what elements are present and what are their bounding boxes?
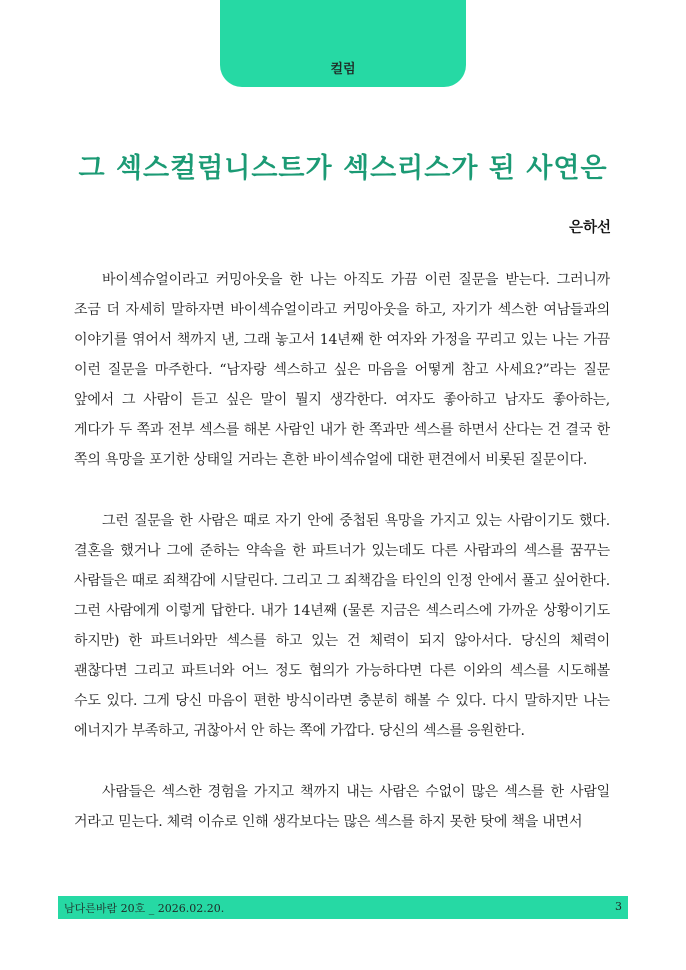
article-title: 그 섹스컬럼니스트가 섹스리스가 된 사연은 — [78, 153, 608, 184]
page-number: 3 — [615, 900, 622, 913]
paragraph-1: 바이섹슈얼이라고 커밍아웃을 한 나는 아직도 가끔 이런 질문을 받는다. 그러니까 조금 더 자세히 말하자면 바이섹슈얼이라고 커밍아웃을 하고, 자기가 섹스한 여남들과의 이야기를 엮어서 책까지 낸, 그래 놓고서 14년째 한 여자와 가정을 꾸리고 있는 나는 가끔 이런 질문을 마주한다. “남자랑 섹스하고 싶은 마음을 어떻게 참고 사세요?”라는 질문 앞에서 그 사람이 듣고 싶은 말이 뭘지 생각한다. 여자도 좋아하고 남자도 좋아하는, 게다가 두 쪽과 전부 섹스를 해본 사람인 내가 한 쪽과만 섹스를 하면서 산다는 건 결국 한 쪽의 욕망을 포기한 상태일 거라는 흔한 바이섹슈얼에 대한 편견에서 비롯된 질문이다. — [74, 272, 610, 468]
paragraph-2: 그런 질문을 한 사람은 때로 자기 안에 중첩된 욕망을 가지고 있는 사람이기도 했다. 결혼을 했거나 그에 준하는 약속을 한 파트너가 있는데도 다른 사람과의 섹스를 꿈꾸는 사람들은 때로 죄책감에 시달린다. 그리고 그 죄책감을 타인의 인정 안에서 풀고 싶어한다. 그런 사람에게 이렇게 답한다. 내가 14년째 (물론 지금은 섹스리스에 가까운 상황이기도 하지만) 한 파트너와만 섹스를 하고 있는 건 체력이 되지 않아서다. 당신의 체력이 괜찮다면 그리고 파트너와 어느 정도 협의가 가능하다면 다른 이와의 섹스를 시도해볼 수도 있다. 그게 당신 마음이 편한 방식이라면 충분히 해볼 수 있다. 다시 말하지만 나는 에너지가 부족하고, 귀찮아서 안 하는 쪽에 가깝다. 당신의 섹스를 응원한다. — [74, 513, 610, 739]
paragraph-3: 사람들은 섹스한 경험을 가지고 책까지 내는 사람은 수없이 많은 섹스를 한 사람일 거라고 믿는다. 체력 이슈로 인해 생각보다는 많은 섹스를 하지 못한 탓에 책을 내면서 — [74, 784, 610, 830]
article-author: 은하선 — [568, 220, 611, 236]
publication-info: 남다른바람 20호 _ 2026.02.20. — [64, 902, 225, 915]
section-label: 컬럼 — [330, 62, 356, 77]
article-body — [74, 265, 610, 837]
page-footer — [58, 896, 628, 919]
section-tab — [220, 0, 466, 87]
